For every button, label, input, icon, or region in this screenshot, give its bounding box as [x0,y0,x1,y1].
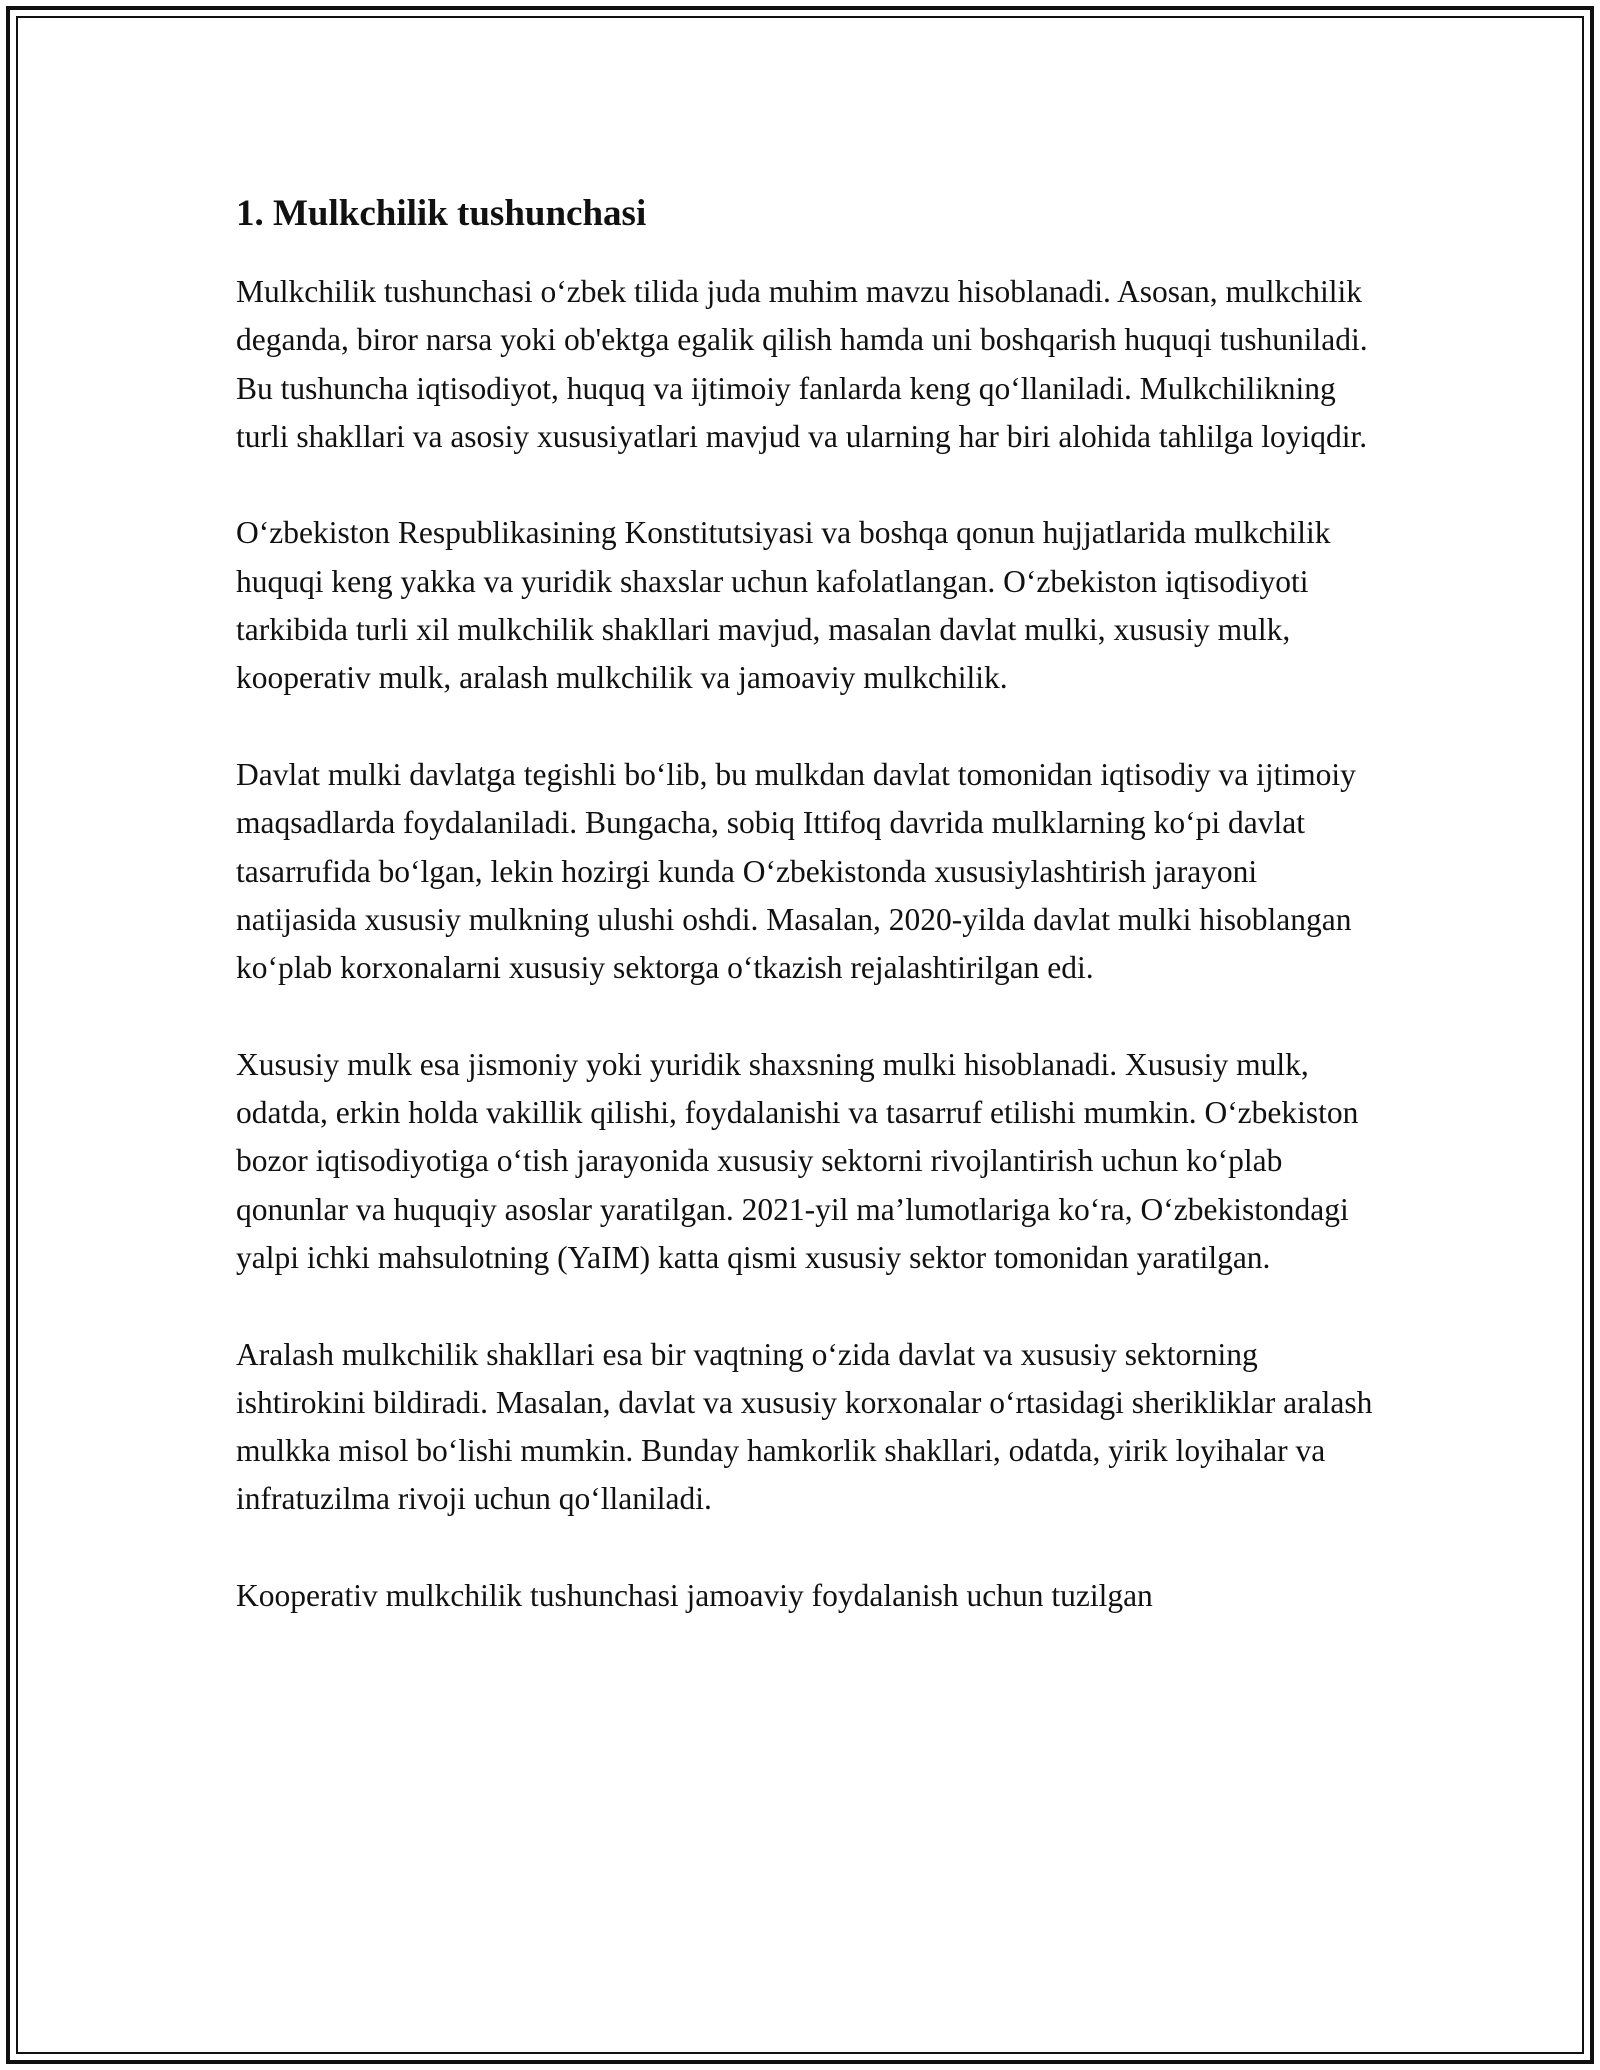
paragraph-1: Mulkchilik tushunchasi o‘zbek tilida juda muhim mavzu hisoblanadi. Asosan, mulkchilik deganda, biror narsa yoki ob'ektga egalik qilish hamda uni boshqarish huquqi tushuniladi. Bu tushuncha iqtisodiyot, huquq va ijtimoiy fanlarda keng qo‘llaniladi. Mulkchilikning turli shakllari va asosiy xususiyatlari mavjud va ularning har biri alohida tahlilga loyiqdir. [236,274,1368,454]
paragraph-3: Davlat mulki davlatga tegishli bo‘lib, bu mulkdan davlat tomonidan iqtisodiy va ijtimoiy maqsadlarda foydalaniladi. Bungacha, sobiq Ittifoq davrida mulklarning ko‘pi davlat tasarrufida bo‘lgan, lekin hozirgi kunda O‘zbekistonda xususiylashtirish jarayoni natijasida xususiy mulkning ulushi oshdi. Masalan, 2020-yilda davlat mulki hisoblangan ko‘plab korxonalarni xususiy sektorga o‘tkazish rejalashtirilgan edi. [236,756,1356,986]
section-title: 1. Mulkchilik tushunchasi [236,193,647,234]
paragraph-4: Xususiy mulk esa jismoniy yoki yuridik shaxsning mulki hisoblanadi. Xususiy mulk, odatda, erkin holda vakillik qilishi, foydalanishi va tasarruf etilishi mumkin. O‘zbekiston bozor iqtisodiyotiga o‘tish jarayonida xususiy sektorni rivojlantirish uchun ko‘plab qonunlar va huquqiy asoslar yaratilgan. 2021-yil ma’lumotlariga ko‘ra, O‘zbekistondagi yalpi ichki mahsulotning (YaIM) katta qismi xususiy sektor tomonidan yaratilgan. [236,1046,1359,1275]
document-body [236,188,1376,1669]
paragraph-5: Aralash mulkchilik shakllari esa bir vaqtning o‘zida davlat va xususiy sektorning ishtirokini bildiradi. Masalan, davlat va xususiy korxonalar o‘rtasidagi sherikliklar aralash mulkka misol bo‘lishi mumkin. Bunday hamkorlik shakllari, odatda, yirik loyihalar va infratuzilma rivoji uchun qo‘llaniladi. [236,1336,1373,1517]
paragraph-2: O‘zbekiston Respublikasining Konstitutsiyasi va boshqa qonun hujjatlarida mulkchilik huquqi keng yakka va yuridik shaxslar uchun kafolatlangan. O‘zbekiston iqtisodiyoti tarkibida turli xil mulkchilik shakllari mavjud, masalan davlat mulki, xususiy mulk, kooperativ mulk, aralash mulkchilik va jamoaviy mulkchilik. [236,515,1331,696]
paragraph-6: Kooperativ mulkchilik tushunchasi jamoaviy foydalanish uchun tuzilgan [236,1578,1153,1614]
